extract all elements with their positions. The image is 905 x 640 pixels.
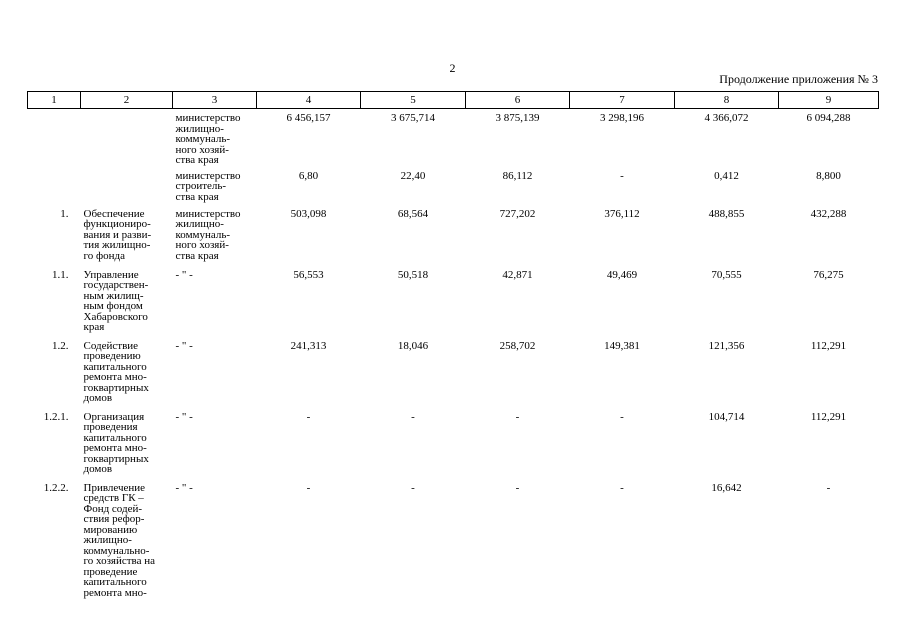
row-value: 488,855 (708, 207, 745, 220)
table-row (28, 167, 879, 205)
row-value: 8,800 (816, 169, 841, 182)
column-header: 8 (675, 92, 779, 109)
row-number (28, 109, 81, 167)
row-value: 6 094,288 (806, 112, 851, 124)
row-number: 1.2.1. (43, 410, 69, 423)
row-name: Содействие проведению капитального ремонта мно- гоквартирных домов (83, 339, 149, 404)
column-header: 6 (466, 92, 570, 109)
row-number: 1. (60, 207, 69, 220)
row-value: - (306, 481, 311, 494)
row-value: 3 298,196 (600, 112, 644, 124)
row-executor: министерство строитель- ства края (175, 169, 241, 203)
row-name: Управление государствен- ным жилищ- ным фондом Хабаровского края (83, 268, 149, 333)
row-value: 56,553 (293, 268, 324, 281)
row-value: 4 366,072 (704, 112, 749, 124)
row-executor: - " - (175, 481, 193, 494)
row-executor: - " - (175, 339, 193, 352)
table-row (28, 266, 879, 337)
row-value: 121,356 (708, 339, 745, 352)
header-row (28, 92, 879, 109)
row-value: 76,275 (813, 268, 844, 281)
table-row (28, 337, 879, 408)
row-value: - (620, 410, 624, 423)
row-value: 112,291 (810, 410, 847, 423)
row-name: Обеспечение функциониро- вания и разви- тия жилищно- го фонда (83, 207, 152, 262)
row-value: - (515, 481, 520, 494)
row-value: 0,412 (714, 169, 739, 182)
table-row (28, 205, 879, 266)
column-header: 7 (570, 92, 675, 109)
row-value: 3 875,139 (495, 112, 540, 124)
row-name: Привлечение средств ГК – Фонд содей- ствия рефор- мированию жилищно- коммунально- го хозяйства на проведение капитального ремонта мно- (83, 481, 155, 599)
table-row (28, 109, 879, 167)
row-name (81, 167, 173, 205)
row-number: 1.2. (52, 339, 69, 352)
row-executor: министерство жилищно- коммуналь- ного хозяй- ства края (175, 207, 241, 262)
row-number (28, 167, 81, 205)
row-value: - (306, 410, 311, 423)
row-value: 50,518 (397, 268, 429, 281)
row-value: 104,714 (708, 410, 745, 423)
table-row (28, 408, 879, 479)
row-value: - (620, 169, 624, 182)
row-name: Организация проведения капитального ремонта мно- гоквартирных домов (83, 410, 149, 475)
row-value: 70,555 (711, 268, 742, 281)
column-header: 1 (28, 92, 81, 109)
row-value: 376,112 (604, 207, 640, 220)
row-value: 6 456,157 (286, 112, 331, 124)
appendix-continuation-label: Продолжение приложения № 3 (719, 72, 878, 86)
column-header: 4 (257, 92, 361, 109)
row-value: - (411, 481, 415, 494)
column-header: 3 (173, 92, 257, 109)
row-value: - (515, 410, 520, 423)
row-value: 42,871 (502, 268, 533, 281)
row-number: 1.1. (52, 268, 69, 281)
row-executor: - " - (175, 410, 193, 423)
row-value: - (826, 481, 831, 494)
row-value: 112,291 (810, 339, 847, 352)
column-header: 9 (779, 92, 879, 109)
row-value: 86,112 (502, 169, 533, 182)
row-value: 22,40 (400, 169, 426, 182)
row-value: 3 675,714 (391, 112, 435, 124)
table-row (28, 479, 879, 599)
row-value: 68,564 (397, 207, 429, 220)
budget-table (27, 91, 879, 598)
row-name (81, 109, 173, 167)
page-number: 2 (449, 61, 456, 75)
row-value: 49,469 (606, 268, 638, 281)
row-value: - (620, 481, 624, 494)
row-value: 16,642 (711, 481, 742, 494)
row-value: 241,313 (290, 339, 327, 352)
row-value: 18,046 (397, 339, 429, 352)
row-value: 258,702 (499, 339, 536, 352)
row-executor: министерство жилищно- коммуналь- ного хозяй- ства края (175, 112, 241, 166)
row-value: 149,381 (604, 339, 640, 352)
column-header: 5 (361, 92, 466, 109)
row-value: 727,202 (499, 207, 536, 220)
row-number: 1.2.2. (43, 481, 69, 494)
column-header: 2 (81, 92, 173, 109)
row-value: 432,288 (810, 207, 847, 220)
row-value: - (411, 410, 415, 423)
row-value: 503,098 (290, 207, 327, 220)
row-executor: - " - (175, 268, 193, 281)
row-value: 6,80 (298, 169, 319, 182)
